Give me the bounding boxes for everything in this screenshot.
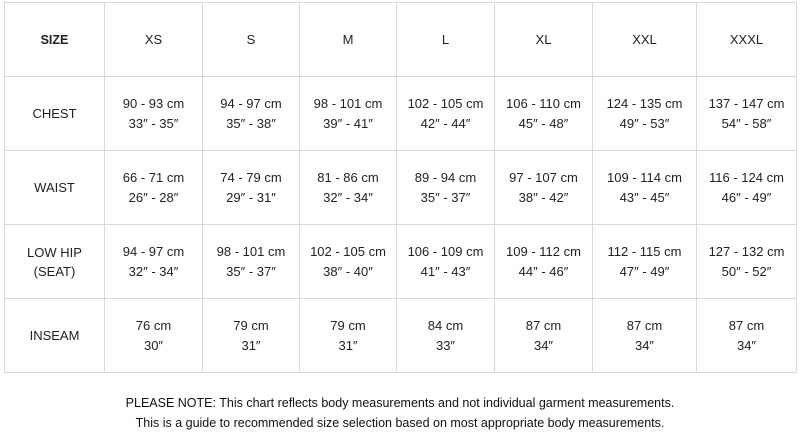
measurement-cell	[300, 225, 397, 299]
measurement-inches: 32″ - 34″	[323, 189, 373, 205]
measurement-cm: 87 cm	[728, 317, 765, 333]
measurement-cell	[105, 225, 203, 299]
note-line-1: PLEASE NOTE: This chart reflects body measurements and not individual garment measurements.	[125, 396, 675, 410]
measurement-inches: 38″ - 40″	[323, 263, 373, 279]
measurement-cell	[105, 151, 203, 225]
measurement-cm: 74 - 79 cm	[220, 169, 282, 185]
measurement-cm: 79 cm	[233, 317, 269, 333]
measurement-cm: 84 cm	[427, 317, 464, 333]
measurement-cell	[203, 77, 300, 151]
measurement-cell	[697, 151, 797, 225]
measurement-cm: 106 - 110 cm	[506, 95, 581, 111]
measurement-inches: 29″ - 31″	[226, 189, 276, 205]
row-label-line: (SEAT)	[33, 263, 76, 279]
table-row	[5, 225, 797, 299]
measurement-cell	[300, 151, 397, 225]
measurement-inches: 33″	[435, 337, 456, 353]
measurement-cm: 109 - 112 cm	[506, 243, 581, 259]
measurement-cell	[203, 151, 300, 225]
measurement-inches: 49″ - 53″	[619, 115, 670, 131]
row-label-line: INSEAM	[29, 328, 80, 343]
measurement-cm: 89 - 94 cm	[414, 169, 477, 185]
measurement-cell	[397, 151, 495, 225]
measurement-cell	[397, 225, 495, 299]
measurement-cell	[203, 225, 300, 299]
measurement-inches: 34″	[736, 337, 757, 353]
measurement-inches: 35″ - 37″	[226, 263, 276, 279]
measurement-inches: 35″ - 37″	[420, 189, 471, 205]
row-label	[5, 151, 105, 225]
measurement-inches: 26″ - 28″	[128, 189, 179, 205]
measurement-cm: 112 - 115 cm	[607, 243, 682, 259]
size-corner-label: SIZE	[5, 3, 105, 77]
measurement-cell	[397, 299, 495, 373]
measurement-cell	[495, 151, 593, 225]
measurement-cm: 81 - 86 cm	[317, 169, 379, 185]
size-chart-table	[4, 2, 797, 373]
row-label	[5, 299, 105, 373]
note-line-2: This is a guide to recommended size selection based on most appropriate body measurements.	[135, 416, 665, 430]
measurement-cell	[203, 299, 300, 373]
measurement-cell	[105, 77, 203, 151]
measurement-cell	[697, 225, 797, 299]
measurement-cm: 109 - 114 cm	[607, 169, 682, 185]
size-header-row	[5, 3, 797, 77]
measurement-inches: 43″ - 45″	[619, 189, 670, 205]
measurement-inches: 38″ - 42″	[518, 189, 569, 205]
measurement-cm: 106 - 109 cm	[407, 243, 484, 259]
measurement-cm: 98 - 101 cm	[216, 243, 286, 259]
measurement-cm: 94 - 97 cm	[220, 95, 282, 111]
measurement-inches: 34″	[533, 337, 554, 353]
row-label-line: WAIST	[34, 180, 75, 195]
measurement-cell	[593, 151, 697, 225]
measurement-inches: 42″ - 44″	[420, 115, 471, 131]
measurement-cm: 97 - 107 cm	[509, 169, 578, 185]
measurement-inches: 54″ - 58″	[721, 115, 772, 131]
measurement-cell	[495, 77, 593, 151]
table-row	[5, 151, 797, 225]
size-header-xs: XS	[105, 3, 203, 77]
measurement-inches: 33″ - 35″	[128, 115, 179, 131]
measurement-cm: 76 cm	[135, 317, 172, 333]
measurement-cm: 102 - 105 cm	[407, 95, 484, 111]
measurement-cm: 98 - 101 cm	[313, 95, 383, 111]
size-chart-note	[0, 393, 800, 433]
size-header-s: S	[203, 3, 300, 77]
row-label	[5, 77, 105, 151]
measurement-inches: 41″ - 43″	[420, 263, 471, 279]
size-header-xl: XL	[495, 3, 593, 77]
measurement-cell	[300, 77, 397, 151]
measurement-inches: 46″ - 49″	[721, 189, 772, 205]
measurement-cm: 137 - 147 cm	[708, 95, 785, 111]
measurement-cell	[495, 299, 593, 373]
measurement-cm: 66 - 71 cm	[122, 169, 185, 185]
row-label	[5, 225, 105, 299]
size-header-xxl: XXL	[593, 3, 697, 77]
table-row	[5, 299, 797, 373]
measurement-inches: 31″	[241, 337, 261, 353]
measurement-cm: 87 cm	[525, 317, 562, 333]
row-label-line: LOW HIP	[27, 244, 82, 260]
row-label-line: CHEST	[32, 106, 77, 121]
measurement-cell	[697, 299, 797, 373]
measurement-cell	[397, 77, 495, 151]
size-header-l: L	[397, 3, 495, 77]
measurement-cm: 90 - 93 cm	[122, 95, 185, 111]
measurement-cm: 116 - 124 cm	[709, 169, 784, 185]
measurement-inches: 50″ - 52″	[721, 263, 772, 279]
size-table-body	[5, 77, 797, 373]
measurement-inches: 32″ - 34″	[128, 263, 179, 279]
measurement-cell	[593, 77, 697, 151]
measurement-cell	[593, 299, 697, 373]
table-row	[5, 77, 797, 151]
measurement-cm: 79 cm	[330, 317, 366, 333]
measurement-cell	[697, 77, 797, 151]
measurement-cell	[593, 225, 697, 299]
measurement-inches: 45″ - 48″	[518, 115, 569, 131]
measurement-cm: 127 - 132 cm	[708, 243, 785, 259]
measurement-inches: 47″ - 49″	[619, 263, 670, 279]
measurement-inches: 31″	[338, 337, 358, 353]
measurement-cell	[300, 299, 397, 373]
measurement-inches: 39″ - 41″	[323, 115, 373, 131]
size-header-m: M	[300, 3, 397, 77]
measurement-inches: 34″	[634, 337, 655, 353]
measurement-cm: 124 - 135 cm	[606, 95, 683, 111]
measurement-cell	[495, 225, 593, 299]
size-header-xxxl: XXXL	[697, 3, 797, 77]
measurement-inches: 44″ - 46″	[518, 263, 569, 279]
measurement-cell	[105, 299, 203, 373]
measurement-cm: 87 cm	[626, 317, 663, 333]
measurement-cm: 94 - 97 cm	[122, 243, 185, 259]
measurement-inches: 30″	[143, 337, 164, 353]
measurement-inches: 35″ - 38″	[226, 115, 276, 131]
measurement-cm: 102 - 105 cm	[310, 243, 386, 259]
